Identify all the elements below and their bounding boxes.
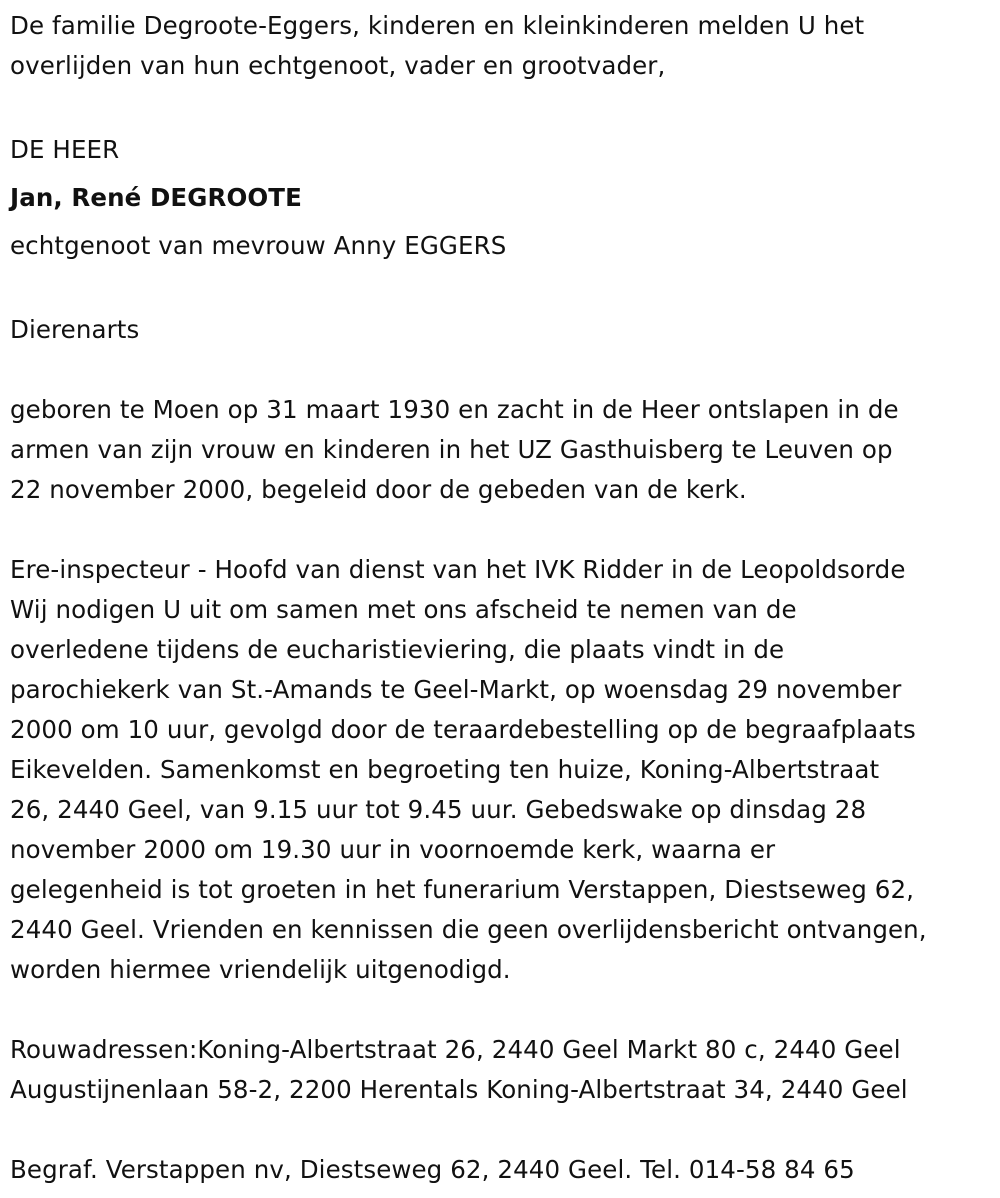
deceased-name: Jan, René DEGROOTE: [10, 183, 302, 212]
birth-death-paragraph: geboren te Moen op 31 maart 1930 en zacht in de Heer ontslapen in de armen van zijn vrouw en kinderen in het UZ Gasthuisberg te Leuven op 22 november 2000, begeleid door de gebeden van de kerk.: [10, 395, 899, 504]
details-paragraph: Ere-inspecteur - Hoofd van dienst van het IVK Ridder in de Leopoldsorde Wij nodigen U uit om samen met ons afscheid te nemen van de overledene tijdens de eucharistieviering, die plaats vindt in de parochiekerk van St.-Amands te Geel-Markt, op woensdag 29 november 2000 om 10 uur, gevolgd door de teraardebestelling op de begraafplaats Eikevelden. Samenkomst en begroeting ten huize, Koning-Albertstraat 26, 2440 Geel, van 9.15 uur tot 9.45 uur. Gebedswake op dinsdag 28 november 2000 om 19.30 uur in voornoemde kerk, waarna er gelegenheid is tot groeten in het funerarium Verstappen, Diestseweg 62, 2440 Geel. Vrienden en kennissen die geen overlijdensbericht ontvangen, worden hiermee vriendelijk uitgenodigd.: [10, 555, 927, 984]
honorific-title: DE HEER: [10, 135, 120, 164]
spacer: [10, 990, 995, 1030]
profession-line: Dierenarts: [10, 315, 140, 344]
intro-paragraph: De familie Degroote-Eggers, kinderen en kleinkinderen melden U het overlijden van hun echtgenoot, vader en grootvader,: [10, 11, 865, 80]
spacer: [10, 270, 995, 310]
addresses-paragraph: Rouwadressen:Koning-Albertstraat 26, 2440 Geel Markt 80 c, 2440 Geel Augustijnenlaan 58-2, 2200 Herentals Koning-Albertstraat 34, 2440 Geel: [10, 1035, 908, 1104]
spacer: [10, 1110, 995, 1150]
spacer: [10, 350, 995, 390]
undertaker-line: Begraf. Verstappen nv, Diestseweg 62, 2440 Geel. Tel. 014-58 84 65: [10, 1155, 855, 1184]
death-notice: [10, 6, 995, 1190]
spacer: [10, 510, 995, 550]
spouse-line: echtgenoot van mevrouw Anny EGGERS: [10, 231, 507, 260]
spacer: [10, 86, 995, 126]
